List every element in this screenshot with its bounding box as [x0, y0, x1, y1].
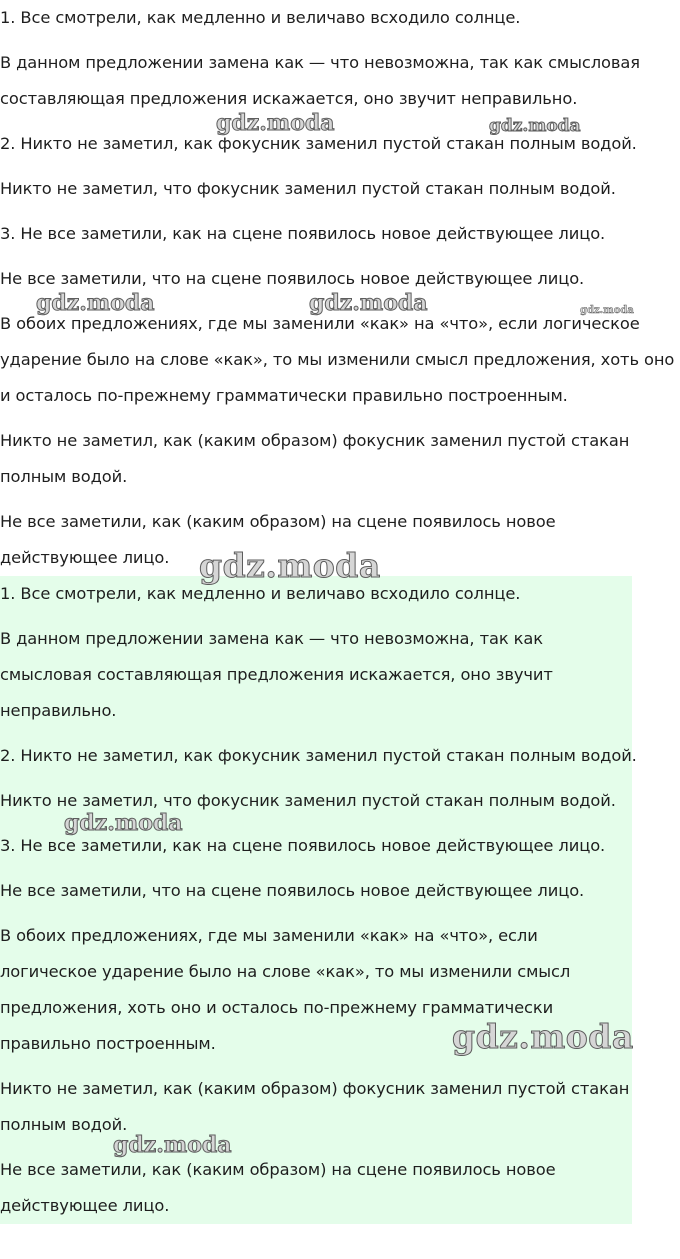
paragraph: [0, 828, 605, 864]
watermark: gdz.moda: [113, 1132, 232, 1158]
watermark: gdz.moda: [580, 305, 634, 316]
paragraph: [0, 423, 629, 495]
text-line: ударение было на слове «как», то мы изменили смысл предложения, хоть оно: [0, 350, 675, 369]
text-line: Никто не заметил, что фокусник заменил пустой стакан полным водой.: [0, 791, 616, 810]
paragraph: [0, 0, 520, 36]
paragraph: [0, 738, 637, 774]
text-line: Никто не заметил, что фокусник заменил пустой стакан полным водой.: [0, 179, 616, 198]
text-line: неправильно.: [0, 701, 117, 720]
text-line: полным водой.: [0, 1115, 128, 1134]
text-line: и осталось по-прежнему грамматически правильно построенным.: [0, 386, 568, 405]
text-line: В обоих предложениях, где мы заменили «как» на «что», если логическое: [0, 314, 640, 333]
watermark: gdz.moda: [64, 810, 183, 836]
text-line: В данном предложении замена как — что невозможна, так как смысловая: [0, 53, 640, 72]
text-line: составляющая предложения искажается, оно звучит неправильно.: [0, 89, 578, 108]
text-line: 2. Никто не заметил, как фокусник заменил пустой стакан полным водой.: [0, 746, 637, 765]
text-line: 1. Все смотрели, как медленно и величаво всходило солнце.: [0, 584, 521, 603]
text-line: Не все заметили, что на сцене появилось новое действующее лицо.: [0, 881, 585, 900]
text-line: 3. Не все заметили, как на сцене появилось новое действующее лицо.: [0, 836, 606, 855]
watermark: gdz.moda: [216, 110, 335, 136]
text-line: 3. Не все заметили, как на сцене появилось новое действующее лицо.: [0, 224, 606, 243]
text-line: правильно построенным.: [0, 1034, 216, 1053]
paragraph: [0, 1152, 556, 1224]
text-line: логическое ударение было на слове «как», то мы изменили смысл: [0, 962, 571, 981]
text-line: Не все заметили, как (каким образом) на сцене появилось новое: [0, 512, 556, 531]
paragraph: [0, 918, 570, 1062]
text-line: Не все заметили, как (каким образом) на сцене появилось новое: [0, 1160, 556, 1179]
text-line: действующее лицо.: [0, 1196, 170, 1215]
text-line: В обоих предложениях, где мы заменили «как» на «что», если: [0, 926, 538, 945]
paragraph: [0, 621, 553, 729]
paragraph: [0, 171, 616, 207]
paragraph: [0, 576, 520, 612]
text-line: действующее лицо.: [0, 548, 170, 567]
paragraph: [0, 45, 640, 117]
paragraph: [0, 216, 605, 252]
paragraph: [0, 873, 584, 909]
paragraph: [0, 504, 556, 576]
text-line: В данном предложении замена как — что невозможна, так как: [0, 629, 543, 648]
text-line: 1. Все смотрели, как медленно и величаво всходило солнце.: [0, 8, 521, 27]
watermark: gdz.moda: [309, 290, 428, 316]
text-line: 2. Никто не заметил, как фокусник заменил пустой стакан полным водой.: [0, 134, 637, 153]
watermark: gdz.moda: [36, 290, 155, 316]
watermark: gdz.moda: [199, 546, 381, 585]
text-line: Никто не заметил, как (каким образом) фокусник заменил пустой стакан: [0, 431, 630, 450]
paragraph: [0, 1071, 629, 1143]
text-line: предложения, хоть оно и осталось по-прежнему грамматически: [0, 998, 554, 1017]
text-line: Никто не заметил, как (каким образом) фокусник заменил пустой стакан: [0, 1079, 630, 1098]
paragraph: [0, 261, 584, 297]
paragraph: [0, 306, 674, 414]
watermark: gdz.moda: [452, 1017, 634, 1056]
paragraph: [0, 783, 616, 819]
text-line: полным водой.: [0, 467, 128, 486]
paragraph: [0, 126, 637, 162]
watermark: gdz.moda: [489, 116, 581, 136]
text-line: смысловая составляющая предложения искажается, оно звучит: [0, 665, 553, 684]
text-line: Не все заметили, что на сцене появилось новое действующее лицо.: [0, 269, 585, 288]
